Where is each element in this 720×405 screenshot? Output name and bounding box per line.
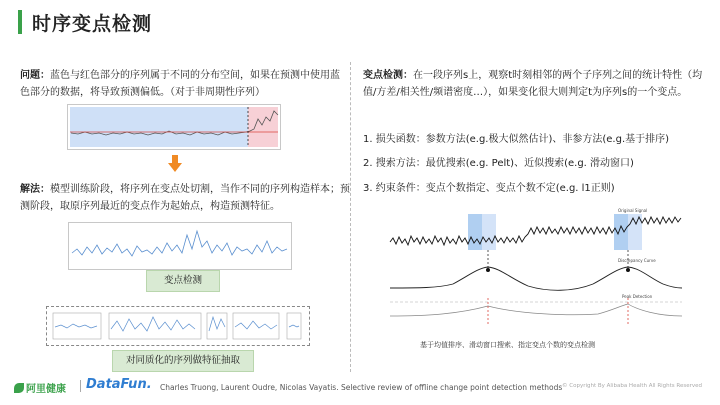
discrepancy-curve [390, 267, 682, 290]
list-item-loss-function: 1. 损失函数：参数方法(e.g.极大似然估计)、非参方法(e.g.基于排序) [363, 134, 670, 145]
feature-extraction-box: 对同质化的序列做特征抽取 [112, 350, 254, 372]
cpd-definition-paragraph [363, 67, 708, 101]
segmented-series-figure [46, 306, 310, 346]
footer-reference: Charles Truong, Laurent Oudre, Nicolas Vayatis. Selective review of offline change point detection methods [160, 383, 563, 392]
datafun-logo: DataFun. [86, 377, 152, 392]
segment-box-2 [109, 313, 201, 339]
window-left-2 [614, 214, 628, 250]
list-item-constraint: 3. 约束条件：变点个数指定、变点个数不定(e.g. l1正则) [363, 183, 615, 194]
segment-box-4 [233, 313, 279, 339]
discrepancy-peak-1 [486, 268, 490, 272]
list-item-search-method: 2. 搜索方法：最优搜索(e.g. Pelt)、近似搜索(e.g. 滑动窗口) [363, 158, 634, 169]
problem-series-figure [67, 104, 281, 150]
alihealth-leaf-icon [14, 383, 24, 393]
signal-label: Original Signal [618, 208, 648, 213]
training-series-figure [68, 222, 292, 270]
page-title: 时序变点检测 [32, 13, 153, 35]
solution-paragraph [20, 181, 350, 215]
problem-text: 蓝色与红色部分的序列属于不同的分布空间，如果在预测中使用蓝色部分的数据，将导致预测偏低。（对于非周期性序列） [20, 70, 340, 98]
peak-curve [390, 304, 682, 316]
footer-separator [80, 380, 81, 392]
problem-paragraph [20, 67, 342, 101]
peak-label: Peak Detection [622, 294, 653, 299]
discrepancy-peak-2 [626, 268, 630, 272]
alihealth-logo [14, 380, 66, 395]
footer-copyright: © Copyright By Alibaba Health All Rights Reserved [562, 383, 703, 389]
segmented-series-chart [47, 307, 309, 345]
discrepancy-label: Discrepancy Curve [618, 258, 656, 263]
column-divider [350, 62, 351, 372]
cpd-step-box: 变点检测 [146, 270, 220, 292]
solution-text: 模型训练阶段，将序列在变点处切割，当作不同的序列构造样本；预测阶段，取原序列最近的变点作为起始点，构造预测特征。 [20, 184, 350, 212]
training-series-line [72, 231, 287, 256]
cpd-label: 变点检测： [363, 70, 413, 81]
problem-label: 问题： [20, 70, 50, 81]
segment-box-3 [207, 313, 227, 339]
problem-series-chart [68, 105, 280, 149]
down-arrow-icon [168, 155, 182, 177]
alihealth-logo-text: 阿里健康 [26, 384, 66, 395]
blue-region [70, 107, 248, 147]
title-accent-bar [18, 10, 22, 34]
cpd-illustration-svg [388, 206, 684, 334]
cpd-illustration [388, 206, 684, 334]
solution-label: 解法： [20, 184, 50, 195]
window-right-1 [482, 214, 496, 250]
cpd-text: 在一段序列s上，观察t时刻相邻的两个子序列之间的统计特性（均值/方差/相关性/频谱密度…），如果变化很大则判定t为序列s的一个变点。 [363, 70, 703, 98]
training-series-chart [69, 223, 291, 269]
figure-caption: 基于均值排序、滑动窗口搜索、指定变点个数的变点检测 [420, 341, 595, 349]
